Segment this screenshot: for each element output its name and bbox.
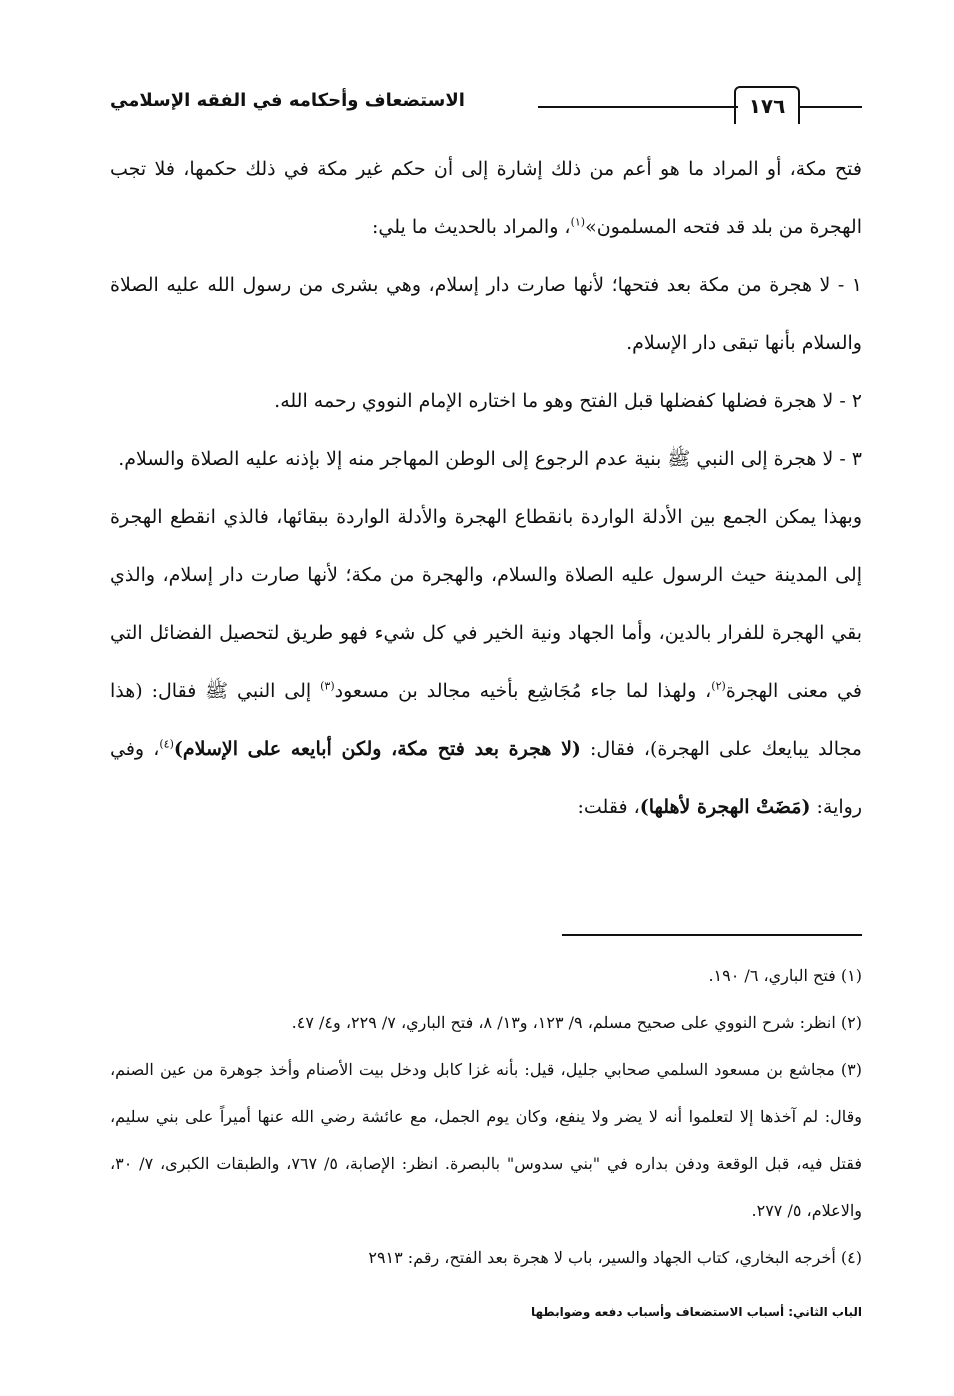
footnote-4: (٤) أخرجه البخاري، كتاب الجهاد والسير، باب لا هجرة بعد الفتح، رقم: ٢٩١٣ — [368, 1248, 862, 1267]
conclusion-text-e: ، فقلت: — [577, 796, 640, 818]
page-header — [110, 78, 862, 124]
main-text — [110, 140, 862, 836]
page-footer: الباب الثاني: أسباب الاستضعاف وأسباب دفعه وضوابطها — [530, 1305, 862, 1319]
header-rule-right — [800, 106, 862, 108]
conclusion-text-b: ، ولهذا لما جاء مُجَاشِع بأخيه مجالد بن مسعود — [334, 680, 712, 702]
footnote-ref-1: (١) — [570, 215, 586, 229]
footnote-ref-2: (٢) — [711, 679, 726, 693]
paragraph-intro-text: فتح مكة، أو المراد ما هو أعم من ذلك إشارة إلى أن حكم غير مكة في ذلك حكمها، فلا تجب الهجرة من بلد قد فتحه المسلمون» — [110, 158, 862, 238]
header-rule-middle — [538, 106, 738, 108]
footnote-2: (٢) انظر: شرح النووي على صحيح مسلم، ٩/ ١٢٣، و١٣/ ٨، فتح الباري، ٧/ ٢٢٩، و٤/ ٤٧. — [291, 1013, 862, 1032]
conclusion-text-c: إلى النبي ﷺ فقال: (هذا مجالد يبايعك على الهجرة)، فقال: — [110, 680, 862, 760]
footnote-ref-3: (٣) — [320, 679, 335, 693]
hadith-quote-2: (مَضَتْ الهجرة لأهلها) — [639, 796, 811, 818]
page-number: ١٧٦ — [734, 86, 800, 124]
list-item-2: ٢ - لا هجرة فضلها كفضلها قبل الفتح وهو ما اختاره الإمام النووي رحمه الله. — [274, 390, 862, 412]
footnote-ref-4: (٤) — [159, 737, 174, 751]
paragraph-conclusion — [110, 488, 862, 836]
conclusion-text-d: ، وفي رواية: — [110, 738, 862, 818]
hadith-quote-1: (لا هجرة بعد فتح مكة، ولكن أبايعه على الإسلام) — [173, 738, 581, 760]
conclusion-text-a: وبهذا يمكن الجمع بين الأدلة الواردة بانقطاع الهجرة والأدلة الواردة ببقائها، فالذي انقطع الهجرة إلى المدينة حيث الرسول عليه الصلاة والسلام، والهجرة من مكة؛ لأنها صارت دار إسلام، والذي بقي الهجرة للفرار بالدين، وأما الجهاد ونية الخير في كل شيء فهو طريق لتحصيل الفضائل التي في معنى الهجرة — [110, 506, 862, 702]
footnote-1: (١) فتح الباري، ٦/ ١٩٠. — [708, 966, 862, 985]
running-title: الاستضعاف وأحكامه في الفقه الإسلامي — [110, 90, 465, 111]
footnote-3: (٣) مجاشع بن مسعود السلمي صحابي جليل، قيل: بأنه غزا كابل ودخل بيت الأصنام وأخذ جوهرة من عين الصنم، وقال: لم آخذها إلا لتعلموا أنه لا يضر ولا ينفع، وكان يوم الجمل، مع عائشة رضي الله عنها أميراً على بني سليم، فقتل فيه، قبل الوقعة ودفن بداره في "بني سدوس" بالبصرة. انظر: الإصابة، ٥/ ٧٦٧، والطبقات الكبرى، ٧/ ٣٠، والاعلام، ٥/ ٢٧٧. — [110, 1060, 862, 1220]
footnote-separator — [562, 934, 862, 936]
paragraph-intro — [110, 140, 862, 256]
list-item-1: ١ - لا هجرة من مكة بعد فتحها؛ لأنها صارت دار إسلام، وهي بشرى من رسول الله عليه الصلاة والسلام بأنها تبقى دار الإسلام. — [110, 274, 862, 354]
list-item-3: ٣ - لا هجرة إلى النبي ﷺ بنية عدم الرجوع إلى الوطن المهاجر منه إلا بإذنه عليه الصلاة والسلام. — [118, 448, 862, 470]
footnotes — [110, 952, 862, 1281]
paragraph-intro-end: ، والمراد بالحديث ما يلي: — [371, 216, 571, 238]
